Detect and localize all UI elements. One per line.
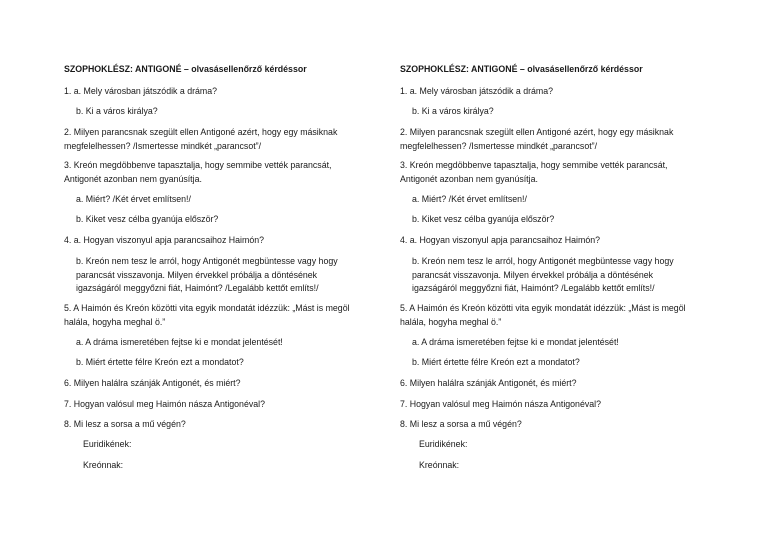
- question-item: [64, 302, 350, 329]
- question-line: a. A dráma ismeretében fejtse ki e mondat jelentését!: [76, 337, 283, 347]
- question-line: 4. a. Hogyan viszonyul apja parancsaihoz Haimón?: [64, 235, 265, 245]
- question-item: [419, 459, 459, 473]
- question-item: [64, 418, 186, 432]
- question-line: b. Ki a város királya?: [76, 106, 158, 116]
- question-item: [64, 159, 332, 186]
- question-line: megfelelhessen? /Ismertesse mindkét „parancsot”/: [400, 140, 598, 151]
- question-line: halála, hogyha meghal ö.”: [64, 316, 166, 327]
- question-line: parancsát visszavonja. Milyen érvekkel próbálja a döntésének: [412, 269, 654, 280]
- question-line: b. Miért értette félre Kreón ezt a mondatot?: [76, 357, 244, 367]
- question-item: [76, 255, 338, 296]
- question-line: Antigonét azonban nem gyanúsítja.: [400, 173, 538, 184]
- question-item: [64, 126, 337, 153]
- question-item: [412, 356, 580, 370]
- question-item: [412, 213, 554, 227]
- question-line: b. Kiket vesz célba gyanúja először?: [412, 214, 555, 224]
- question-line: 7. Hogyan valósul meg Haimón násza Antigonéval?: [64, 399, 265, 409]
- question-line: 6. Milyen halálra szánják Antigonét, és miért?: [400, 378, 577, 388]
- question-item: [400, 302, 686, 329]
- question-item: [400, 377, 577, 391]
- question-line: Kreónnak:: [419, 460, 460, 470]
- question-line: 3. Kreón megdöbbenve tapasztalja, hogy semmibe vették parancsát,: [400, 160, 668, 170]
- question-line: parancsát visszavonja. Milyen érvekkel próbálja a döntésének: [76, 269, 318, 280]
- question-line: 2. Milyen parancsnak szegült ellen Antigoné azért, hogy egy másiknak: [400, 127, 674, 137]
- question-item: [83, 459, 123, 473]
- question-line: Euridikének:: [419, 439, 468, 449]
- question-item: [76, 356, 244, 370]
- question-line: 6. Milyen halálra szánják Antigonét, és miért?: [64, 378, 241, 388]
- question-item: [412, 336, 619, 350]
- question-item: [64, 234, 264, 248]
- question-line: b. Ki a város királya?: [412, 106, 494, 116]
- question-item: [64, 85, 217, 99]
- question-item: [64, 377, 241, 391]
- question-line: a. A dráma ismeretében fejtse ki e mondat jelentését!: [412, 337, 619, 347]
- question-item: [400, 234, 600, 248]
- question-item: [412, 255, 674, 296]
- question-line: 8. Mi lesz a sorsa a mű végén?: [64, 419, 186, 429]
- question-item: [64, 398, 265, 412]
- question-item: [83, 438, 131, 452]
- question-item: [412, 105, 494, 119]
- question-item: [76, 213, 218, 227]
- question-item: [400, 398, 601, 412]
- question-line: b. Kreón nem tesz le arról, hogy Antigonét megbüntesse vagy hogy: [412, 256, 674, 266]
- question-line: 5. A Haimón és Kreón közötti vita egyik mondatát idézzük: „Mást is megöl: [400, 303, 686, 313]
- question-item: [400, 85, 553, 99]
- question-line: 1. a. Mely városban játszódik a dráma?: [64, 86, 218, 96]
- question-line: a. Miért? /Két érvet említsen!/: [76, 194, 191, 204]
- question-line: 7. Hogyan valósul meg Haimón násza Antigonéval?: [400, 399, 601, 409]
- worksheet-title: SZOPHOKLÉSZ: ANTIGONÉ – olvasásellenőrző kérdéssor: [400, 64, 643, 74]
- question-line: Euridikének:: [83, 439, 132, 449]
- question-item: [412, 193, 527, 207]
- question-line: 8. Mi lesz a sorsa a mű végén?: [400, 419, 522, 429]
- question-line: 5. A Haimón és Kreón közötti vita egyik mondatát idézzük: „Mást is megöl: [64, 303, 350, 313]
- question-line: b. Kiket vesz célba gyanúja először?: [76, 214, 219, 224]
- question-line: b. Kreón nem tesz le arról, hogy Antigonét megbüntesse vagy hogy: [76, 256, 338, 266]
- question-line: 3. Kreón megdöbbenve tapasztalja, hogy semmibe vették parancsát,: [64, 160, 332, 170]
- question-line: 4. a. Hogyan viszonyul apja parancsaihoz Haimón?: [400, 235, 601, 245]
- question-item: [400, 418, 522, 432]
- question-line: halála, hogyha meghal ö.”: [400, 316, 502, 327]
- question-line: a. Miért? /Két érvet említsen!/: [412, 194, 527, 204]
- question-item: [76, 105, 158, 119]
- question-line: Antigonét azonban nem gyanúsítja.: [64, 173, 202, 184]
- question-line: megfelelhessen? /Ismertesse mindkét „parancsot”/: [64, 140, 262, 151]
- question-line: 1. a. Mely városban játszódik a dráma?: [400, 86, 554, 96]
- question-item: [400, 159, 668, 186]
- question-item: [419, 438, 467, 452]
- question-line: b. Miért értette félre Kreón ezt a mondatot?: [412, 357, 580, 367]
- question-item: [76, 336, 283, 350]
- question-item: [76, 193, 191, 207]
- question-line: igazságáról meggyőzni fiát, Haimónt? /Legalább kettőt említs!/: [412, 283, 655, 293]
- question-line: igazságáról meggyőzni fiát, Haimónt? /Legalább kettőt említs!/: [76, 283, 319, 293]
- question-line: 2. Milyen parancsnak szegült ellen Antigoné azért, hogy egy másiknak: [64, 127, 338, 137]
- worksheet-title: SZOPHOKLÉSZ: ANTIGONÉ – olvasásellenőrző kérdéssor: [64, 64, 307, 74]
- question-item: [400, 126, 673, 153]
- question-line: Kreónnak:: [83, 460, 124, 470]
